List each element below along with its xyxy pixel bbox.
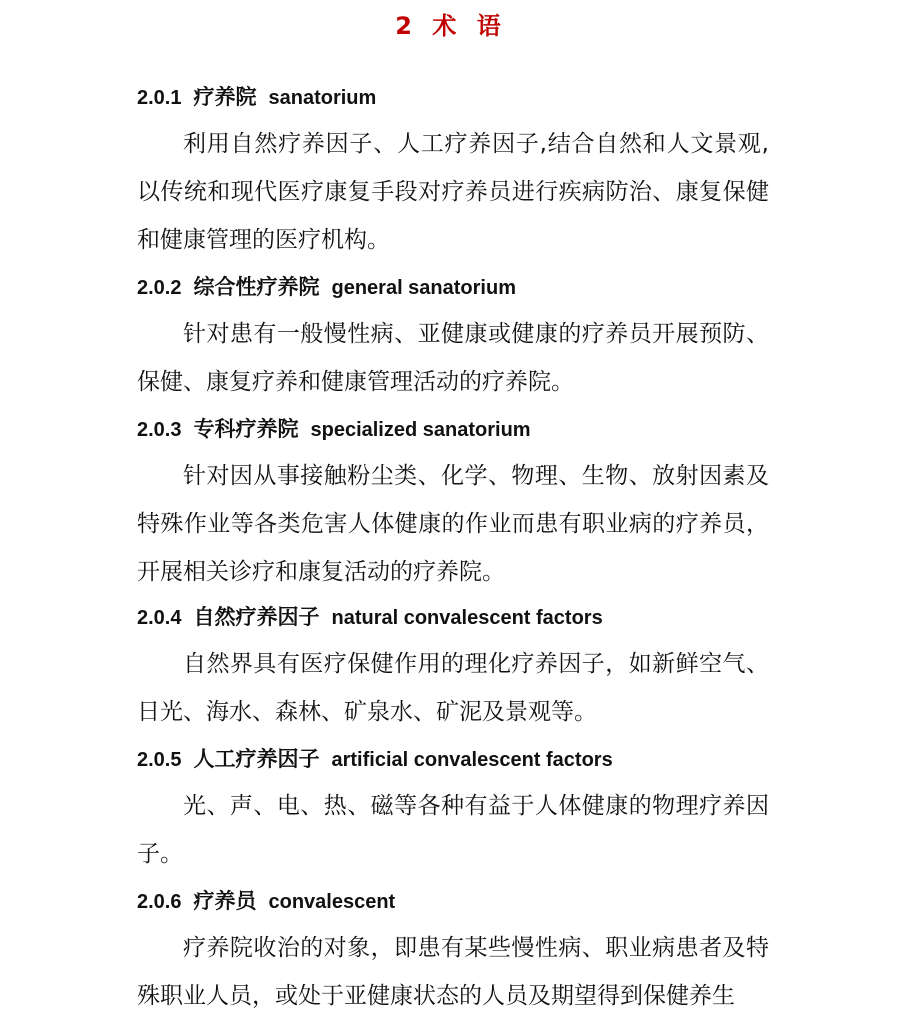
term-name-zh: 专科疗养院 <box>193 417 299 441</box>
term-number: 2.0.2 <box>137 277 182 299</box>
term-number: 2.0.5 <box>137 749 182 771</box>
term-name-en: artificial convalescent factors <box>331 749 613 771</box>
term-heading <box>137 414 531 445</box>
term-heading <box>137 886 395 917</box>
term-name-zh: 综合性疗养院 <box>193 275 320 299</box>
term-heading <box>137 744 613 775</box>
term-definition: 利用自然疗养因子、人工疗养因子,结合自然和人文景观,以传统和现代医疗康复手段对疗养员进行疾病防治、康复保健和健康管理的医疗机构。 <box>137 131 769 253</box>
term-heading <box>137 602 603 633</box>
term-number: 2.0.6 <box>137 891 182 913</box>
term-number: 2.0.4 <box>137 607 182 629</box>
term-definition: 针对患有一般慢性病、亚健康或健康的疗养员开展预防、保健、康复疗养和健康管理活动的疗养院。 <box>137 321 769 395</box>
chapter-title: 2 术 语 <box>395 12 507 40</box>
term-name-zh: 自然疗养因子 <box>193 605 320 629</box>
term-name-en: natural convalescent factors <box>331 607 603 629</box>
term-definition: 自然界具有医疗保健作用的理化疗养因子，如新鲜空气、日光、海水、森林、矿泉水、矿泥及景观等。 <box>137 651 769 725</box>
term-name-en: convalescent <box>268 891 396 913</box>
term-heading <box>137 272 516 303</box>
term-name-en: specialized sanatorium <box>310 419 531 441</box>
term-heading <box>137 82 376 113</box>
term-name-zh: 疗养员 <box>193 889 257 913</box>
term-name-en: sanatorium <box>268 87 377 109</box>
term-name-zh: 人工疗养因子 <box>193 747 320 771</box>
term-definition: 针对因从事接触粉尘类、化学、物理、生物、放射因素及特殊作业等各类危害人体健康的作业而患有职业病的疗养员，开展相关诊疗和康复活动的疗养院。 <box>137 463 769 585</box>
term-definition: 光、声、电、热、磁等各种有益于人体健康的物理疗养因子。 <box>137 793 769 867</box>
term-name-zh: 疗养院 <box>193 85 257 109</box>
term-definition: 疗养院收治的对象，即患有某些慢性病、职业病患者及特殊职业人员，或处于亚健康状态的人员及期望得到保健养生 <box>137 935 769 1009</box>
term-number: 2.0.3 <box>137 419 182 441</box>
term-name-en: general sanatorium <box>331 277 516 299</box>
term-number: 2.0.1 <box>137 87 182 109</box>
